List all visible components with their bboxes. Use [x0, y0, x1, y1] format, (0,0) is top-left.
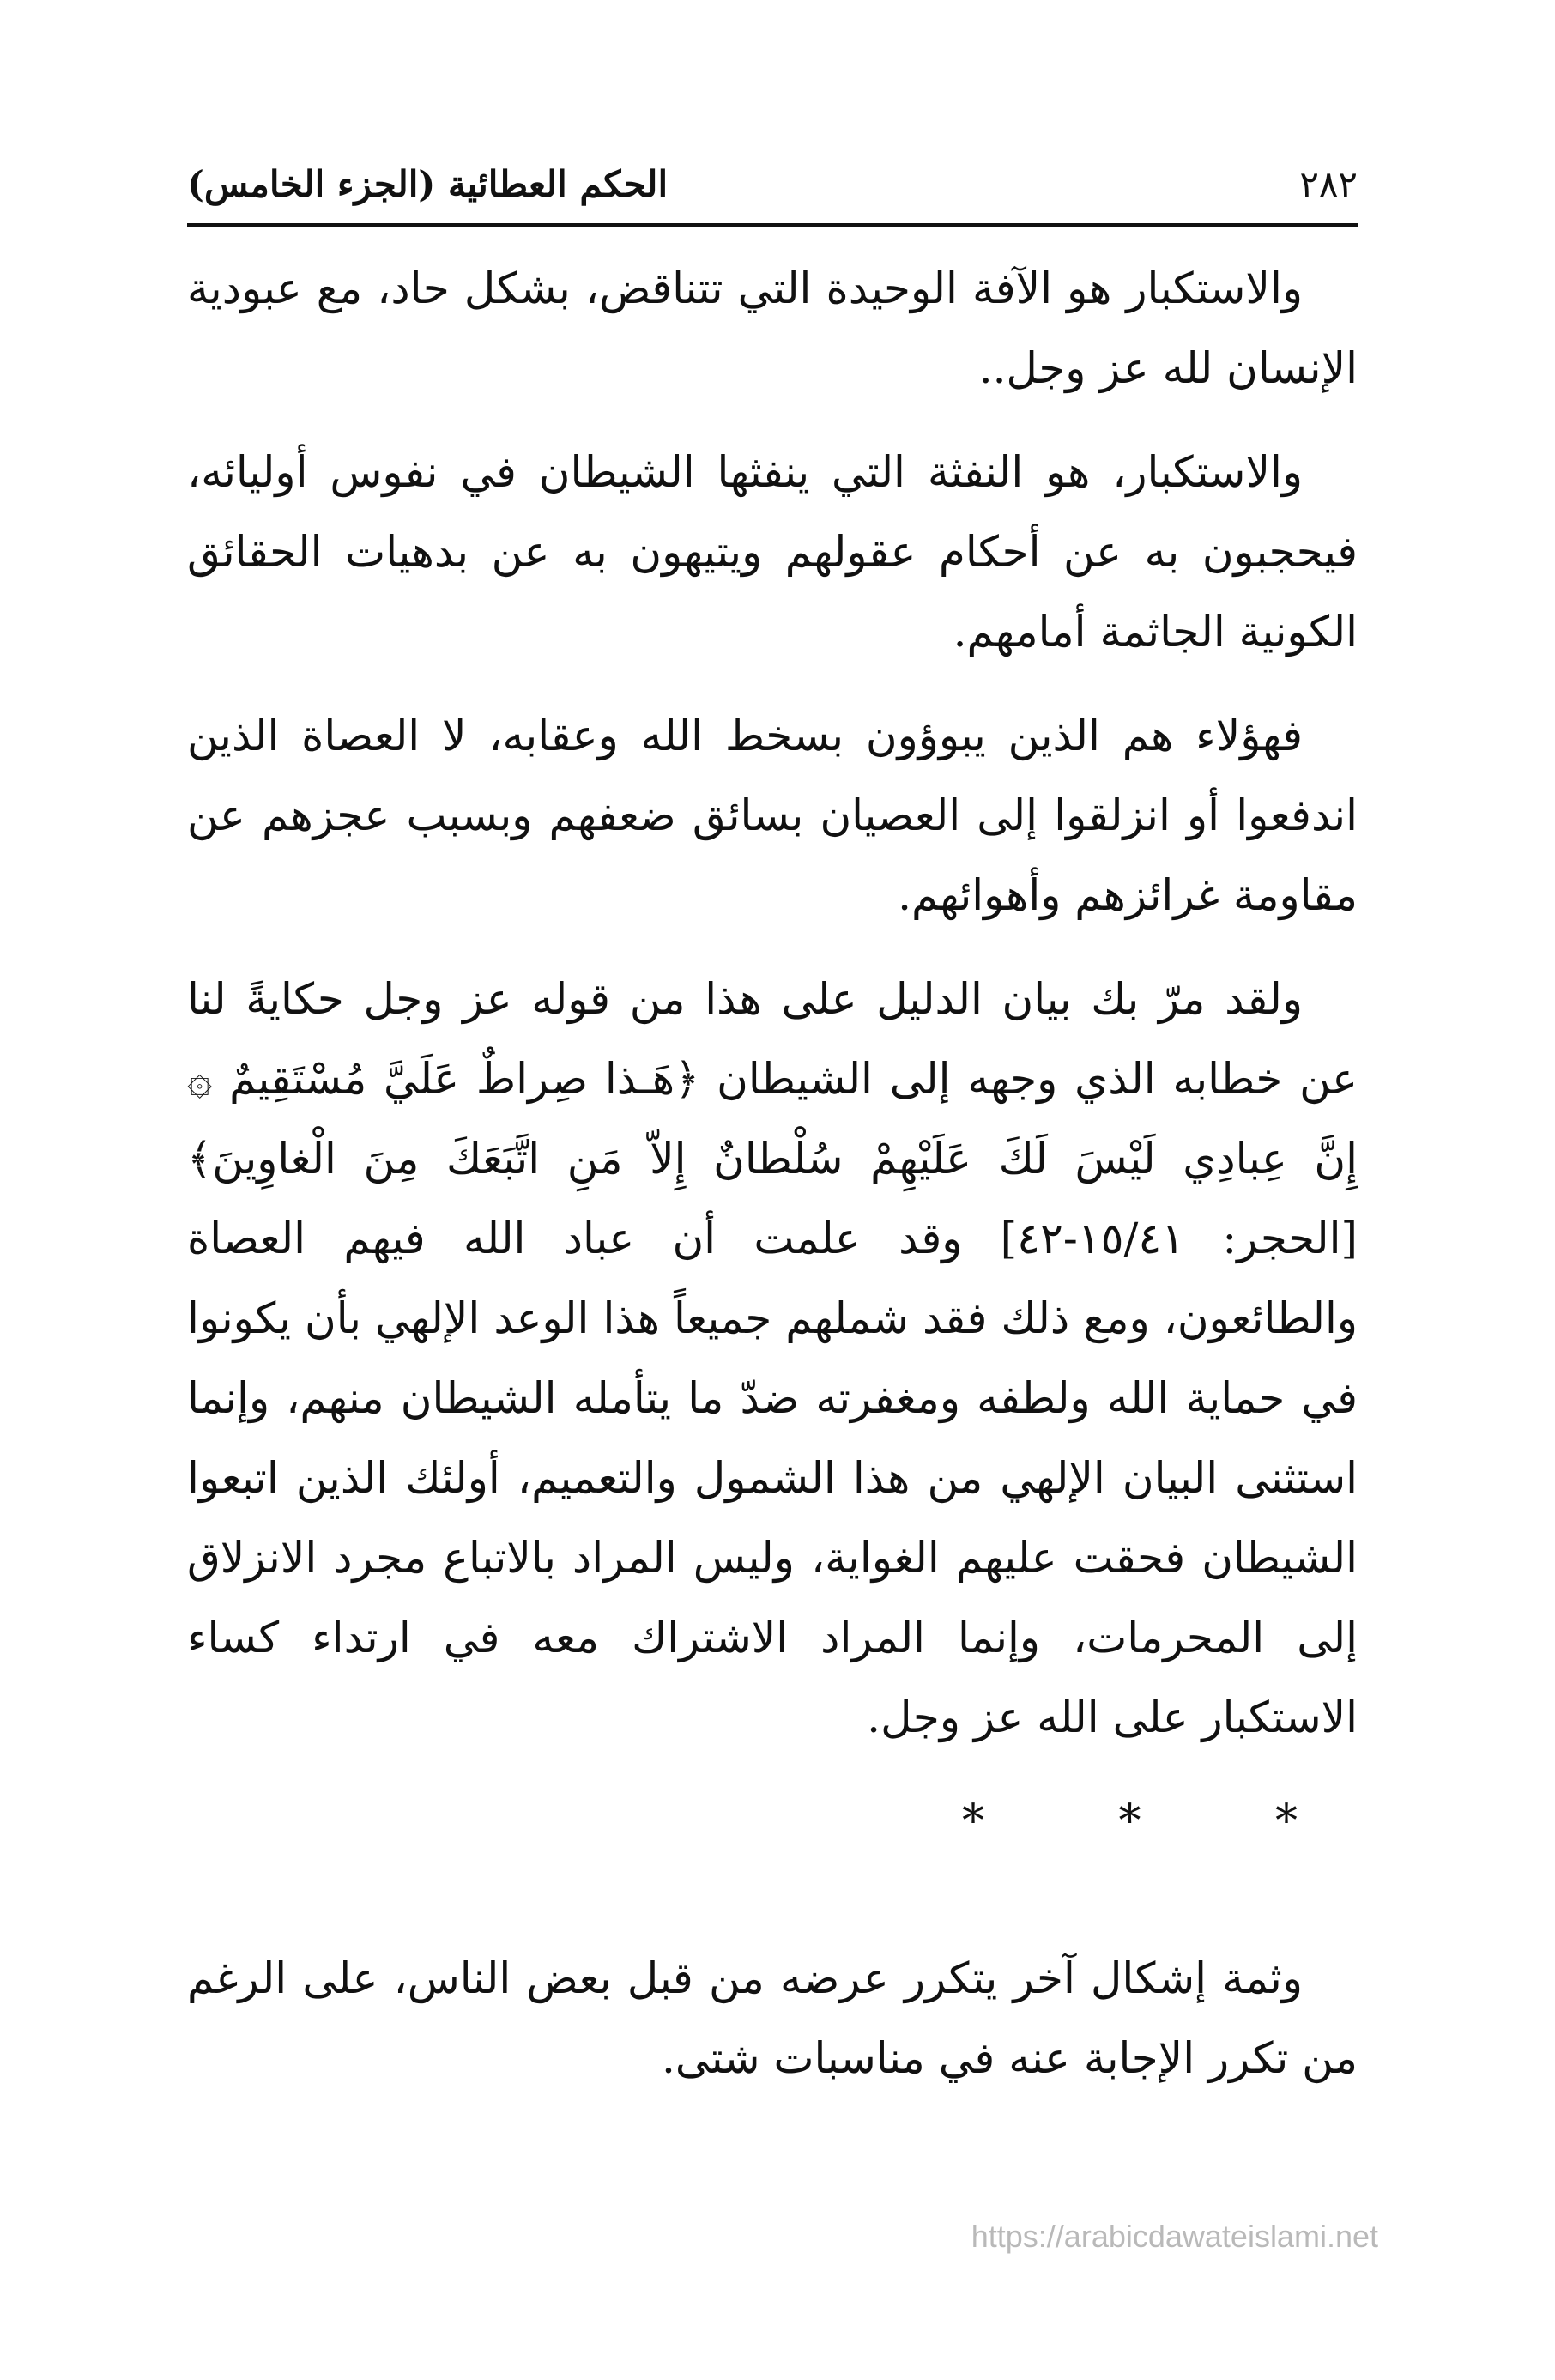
asterisk-icon: * [1118, 1796, 1141, 1847]
page-number: ٢٨٢ [1299, 163, 1358, 205]
page-header [187, 154, 1358, 227]
paragraph-3: فهؤلاء هم الذين يبوؤون بسخط الله وعقابه، لا العصاة الذين اندفعوا أو انزلقوا إلى العصيان بسائق ضعفهم وبسبب عجزهم عن مقاومة غرائزهم وأهوائهم. [187, 711, 1358, 920]
paragraph-1: والاستكبار هو الآفة الوحيدة التي تتناقض، بشكل حاد، مع عبودية الإنسان لله عز وجل.. [187, 263, 1358, 393]
asterisk-icon: * [1275, 1796, 1298, 1847]
page-body [187, 249, 1358, 2123]
paragraph-5: وثمة إشكال آخر يتكرر عرضه من قبل بعض الناس، على الرغم من تكرر الإجابة عنه في مناسبات شتى. [187, 1953, 1358, 2083]
running-title: الحكم العطائية (الجزء الخامس) [187, 163, 669, 205]
section-separator [187, 1782, 1358, 1862]
paragraph-2: والاستكبار، هو النفثة التي ينفثها الشيطان في نفوس أوليائه، فيحجبون به عن أحكام عقولهم ويتيهون به عن بدهيات الحقائق الكونية الجاثمة أمامهم. [187, 447, 1358, 657]
watermark-url: https://arabicdawateislami.net [971, 2219, 1378, 2254]
asterisk-icon: * [961, 1796, 984, 1847]
paragraph-4: ولقد مرّ بك بيان الدليل على هذا من قوله عز وجل حكايةً لنا عن خطابه الذي وجهه إلى الشيطان ﴿هَـذا صِراطٌ عَلَيَّ مُسْتَقِيمٌ ۞ إِنَّ عِبادِي لَيْسَ لَكَ عَلَيْهِمْ سُلْطانٌ إِلاّ مَنِ اتَّبَعَكَ مِنَ الْغاوِينَ﴾ [الحجر: ١٥/٤١-٤٢] وقد علمت أن عباد الله فيهم العصاة والطائعون، ومع ذلك فقد شملهم جميعاً هذا الوعد الإلهي بأن يكونوا في حماية الله ولطفه ومغفرته ضدّ ما يتأمله الشيطان منهم، وإنما استثنى البيان الإلهي من هذا الشمول والتعميم، أولئك الذين اتبعوا الشيطان فحقت عليهم الغواية، وليس المراد بالاتباع مجرد الانزلاق إلى المحرمات، وإنما المراد الاشتراك معه في ارتداء كساء الاستكبار على الله عز وجل. [187, 974, 1358, 1742]
